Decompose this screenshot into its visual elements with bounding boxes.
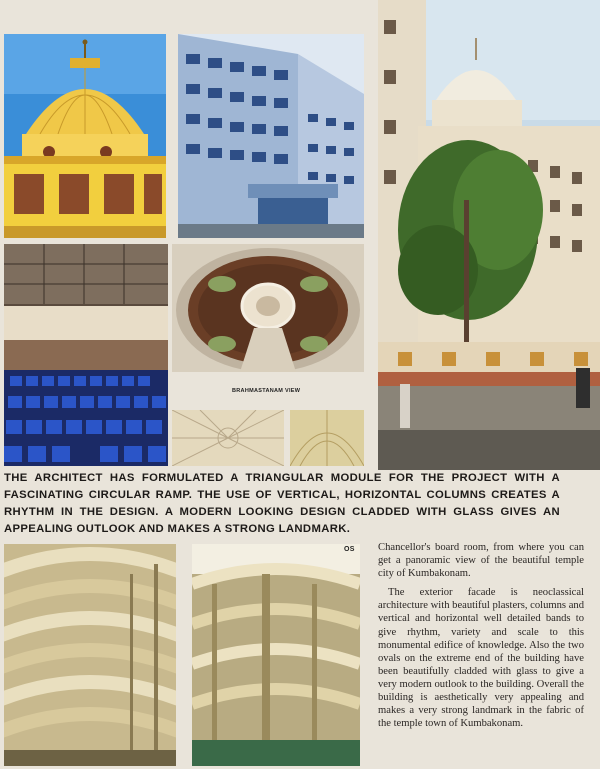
ceiling-detail-right-photo (290, 410, 364, 466)
circular-ramp-right-photo (192, 544, 360, 766)
main-building-photo (378, 0, 600, 470)
photo-caption: THE ARCHITECT HAS FORMULATED A TRIANGULAR MODULE FOR THE PROJECT WITH A FASCINATING CIRCULAR RAMP. THE USE OF VERTICAL, HORIZONTAL COLUMNS CREATES A RHYTHM IN THE DESIGN. A MODERN LOOKING DESIGN CLADDED WITH GLASS GIVES AN APPEALING OUTLOOK AND MAKES A STRONG LANDMARK. (4, 472, 560, 535)
article-text (378, 541, 584, 736)
circular-ramp-left-photo (4, 544, 176, 766)
yellow-dome-photo (4, 34, 166, 238)
brahmastanam-label: BRAHMASTANAM VIEW (232, 388, 301, 394)
blue-facade-photo (178, 34, 364, 238)
brahmastanam-photo (172, 244, 364, 372)
article-paragraph: The exterior facade is neoclassical architecture with beautiful plasters, columns and vertical and horizontal well detailed bands to give rhythm, variety and scale to this monumental edifice of knowledge. Also the two ovals on the extreme end of the building have been beautifully cladded with glass to give a very modern outlook to the building. Overall the building is aesthetically very appealing and makes a very strong landmark in the fabric of the temple town of Kumbakonam. (378, 587, 584, 730)
auditorium-photo (4, 244, 168, 466)
article-paragraph: Chancellor's board room, from where you can get a panoramic view of the beautiful temple city of Kumbakonam. (378, 542, 584, 580)
ceiling-detail-left-photo (172, 410, 284, 466)
corner-tag: OS (344, 546, 355, 553)
